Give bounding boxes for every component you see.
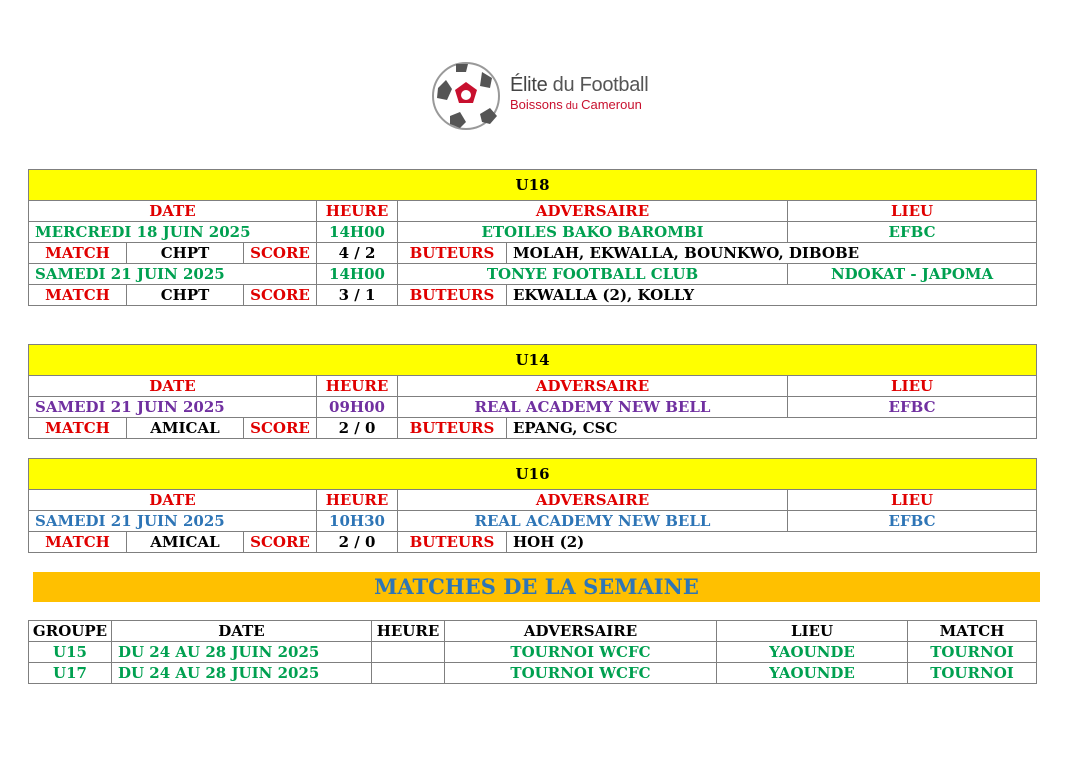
- match-type: AMICAL: [127, 532, 244, 553]
- u16-header-lieu: LIEU: [788, 490, 1037, 511]
- match-buteurs: EPANG, CSC: [507, 418, 1037, 439]
- game-lieu: NDOKAT - JAPOMA: [788, 264, 1037, 285]
- brand-line-1: [510, 74, 648, 97]
- buteurs-label: BUTEURS: [398, 243, 507, 264]
- match-buteurs: HOH (2): [507, 532, 1037, 553]
- brand-boissons: Boissons: [510, 97, 563, 112]
- score-label: SCORE: [244, 285, 317, 306]
- game-date: SAMEDI 21 JUIN 2025: [29, 511, 317, 532]
- game-adversaire: ETOILES BAKO BAROMBI: [398, 222, 788, 243]
- game-date: SAMEDI 21 JUIN 2025: [29, 397, 317, 418]
- match-buteurs: MOLAH, EKWALLA, BOUNKWO, DIBOBE: [507, 243, 1037, 264]
- table-row: [29, 243, 1037, 264]
- match-label: MATCH: [29, 418, 127, 439]
- club-logo: [430, 58, 670, 134]
- week-groupe: U15: [29, 642, 112, 663]
- score-label: SCORE: [244, 243, 317, 264]
- score-label: SCORE: [244, 418, 317, 439]
- week-header-lieu: LIEU: [717, 621, 908, 642]
- u18-table: [28, 169, 1037, 306]
- u16-header-date: DATE: [29, 490, 317, 511]
- u14-table: [28, 344, 1037, 439]
- week-date: DU 24 AU 28 JUIN 2025: [112, 663, 372, 684]
- week-groupe: U17: [29, 663, 112, 684]
- buteurs-label: BUTEURS: [398, 418, 507, 439]
- table-row: [29, 397, 1037, 418]
- brand-line-2: [510, 97, 642, 112]
- u18-header-heure: HEURE: [317, 201, 398, 222]
- u18-header-date: DATE: [29, 201, 317, 222]
- week-header-date: DATE: [112, 621, 372, 642]
- u18-header-lieu: LIEU: [788, 201, 1037, 222]
- brand-du: du: [562, 100, 582, 112]
- week-date: DU 24 AU 28 JUIN 2025: [112, 642, 372, 663]
- brand-cameroun: Cameroun: [581, 97, 642, 112]
- u14-header-heure: HEURE: [317, 376, 398, 397]
- game-adversaire: REAL ACADEMY NEW BELL: [398, 397, 788, 418]
- brand-elite: Élite: [510, 74, 548, 96]
- match-score: 2 / 0: [317, 532, 398, 553]
- buteurs-label: BUTEURS: [398, 532, 507, 553]
- week-match: TOURNOI: [908, 663, 1037, 684]
- week-header-adversaire: ADVERSAIRE: [445, 621, 717, 642]
- u16-title: U16: [29, 459, 1037, 490]
- game-adversaire: TONYE FOOTBALL CLUB: [398, 264, 788, 285]
- week-header-groupe: GROUPE: [29, 621, 112, 642]
- game-adversaire: REAL ACADEMY NEW BELL: [398, 511, 788, 532]
- week-heure: [372, 642, 445, 663]
- u14-header-adversaire: ADVERSAIRE: [398, 376, 788, 397]
- match-label: MATCH: [29, 532, 127, 553]
- game-date: SAMEDI 21 JUIN 2025: [29, 264, 317, 285]
- u18-title: U18: [29, 170, 1037, 201]
- football-logo-icon: [430, 58, 506, 134]
- week-table: [28, 620, 1037, 684]
- week-match: TOURNOI: [908, 642, 1037, 663]
- table-row: [29, 642, 1037, 663]
- game-lieu: EFBC: [788, 397, 1037, 418]
- table-row: [29, 511, 1037, 532]
- u14-header-lieu: LIEU: [788, 376, 1037, 397]
- game-lieu: EFBC: [788, 222, 1037, 243]
- week-lieu: YAOUNDE: [717, 642, 908, 663]
- game-heure: 09H00: [317, 397, 398, 418]
- table-row: [29, 418, 1037, 439]
- match-buteurs: EKWALLA (2), KOLLY: [507, 285, 1037, 306]
- game-date: MERCREDI 18 JUIN 2025: [29, 222, 317, 243]
- score-label: SCORE: [244, 532, 317, 553]
- brand-football: du Football: [547, 74, 649, 96]
- table-row: [29, 663, 1037, 684]
- match-type: AMICAL: [127, 418, 244, 439]
- week-adversaire: TOURNOI WCFC: [445, 642, 717, 663]
- week-lieu: YAOUNDE: [717, 663, 908, 684]
- match-score: 3 / 1: [317, 285, 398, 306]
- u14-header-date: DATE: [29, 376, 317, 397]
- week-header-heure: HEURE: [372, 621, 445, 642]
- match-label: MATCH: [29, 243, 127, 264]
- u16-header-heure: HEURE: [317, 490, 398, 511]
- table-row: [29, 264, 1037, 285]
- u14-title: U14: [29, 345, 1037, 376]
- buteurs-label: BUTEURS: [398, 285, 507, 306]
- table-row: [29, 285, 1037, 306]
- game-heure: 14H00: [317, 222, 398, 243]
- match-score: 4 / 2: [317, 243, 398, 264]
- table-row: [29, 532, 1037, 553]
- match-score: 2 / 0: [317, 418, 398, 439]
- u18-header-adversaire: ADVERSAIRE: [398, 201, 788, 222]
- week-adversaire: TOURNOI WCFC: [445, 663, 717, 684]
- week-banner: MATCHES DE LA SEMAINE: [33, 572, 1040, 602]
- u16-table: [28, 458, 1037, 553]
- week-header-match: MATCH: [908, 621, 1037, 642]
- game-heure: 14H00: [317, 264, 398, 285]
- week-heure: [372, 663, 445, 684]
- table-row: [29, 222, 1037, 243]
- match-type: CHPT: [127, 285, 244, 306]
- match-label: MATCH: [29, 285, 127, 306]
- game-lieu: EFBC: [788, 511, 1037, 532]
- u16-header-adversaire: ADVERSAIRE: [398, 490, 788, 511]
- game-heure: 10H30: [317, 511, 398, 532]
- match-type: CHPT: [127, 243, 244, 264]
